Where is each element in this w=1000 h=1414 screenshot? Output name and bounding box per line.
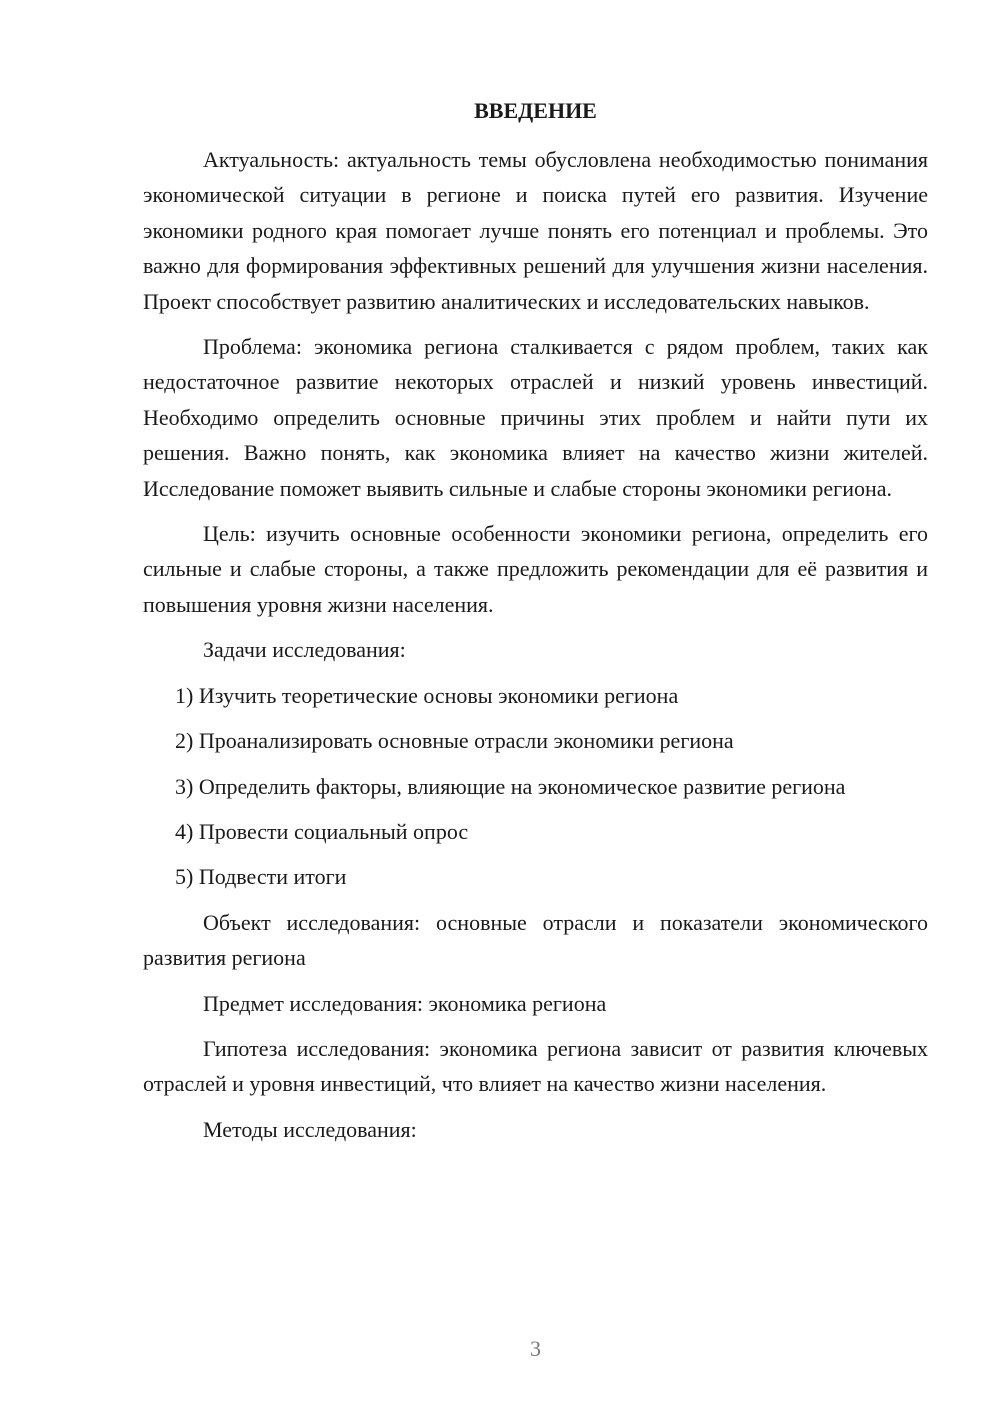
page-number: 3 — [530, 1336, 541, 1361]
task-item-5: 5) Подвести итоги — [175, 864, 347, 890]
task-item-3: 3) Определить факторы, влияющие на экономическое развитие региона — [175, 773, 846, 799]
paragraph-problem: Проблема: экономика региона сталкивается с рядом проблем, таких как недостаточное развитие некоторых отраслей и низкий уровень инвестиций. Необходимо определить основные причины этих проблем и найти пути их решения. Важно понять, как экономика влияет на качество жизни жителей. Исследование поможет выявить сильные и слабые стороны экономики региона. — [143, 334, 928, 501]
task-item-1: 1) Изучить теоретические основы экономики региона — [175, 682, 679, 708]
paragraph-relevance: Актуальность: актуальность темы обусловлена необходимостью понимания экономической ситуации в регионе и поиска путей его развития. Изучение экономики родного края помогает лучше понять его потенциал и проблемы. Это важно для формирования эффективных решений для улучшения жизни населения. Проект способствует развитию аналитических и исследовательских навыков. — [143, 147, 928, 314]
paragraph-goal: Цель: изучить основные особенности экономики региона, определить его сильные и слабые стороны, а также предложить рекомендации для её развития и повышения уровня жизни населения. — [143, 521, 928, 617]
task-item-4: 4) Провести социальный опрос — [175, 818, 469, 844]
document-page — [143, 0, 928, 1414]
paragraph-object: Объект исследования: основные отрасли и показатели экономического развития региона — [143, 909, 928, 971]
paragraph-tasks-heading: Задачи исследования: — [203, 637, 406, 663]
section-title: ВВЕДЕНИЕ — [474, 98, 597, 123]
task-item-2: 2) Проанализировать основные отрасли экономики региона — [175, 728, 734, 754]
document-body — [143, 142, 928, 1157]
paragraph-methods: Методы исследования: — [203, 1116, 417, 1142]
paragraph-subject: Предмет исследования: экономика региона — [203, 990, 607, 1016]
paragraph-hypothesis: Гипотеза исследования: экономика региона зависит от развития ключевых отраслей и уровня инвестиций, что влияет на качество жизни населения. — [143, 1035, 928, 1097]
